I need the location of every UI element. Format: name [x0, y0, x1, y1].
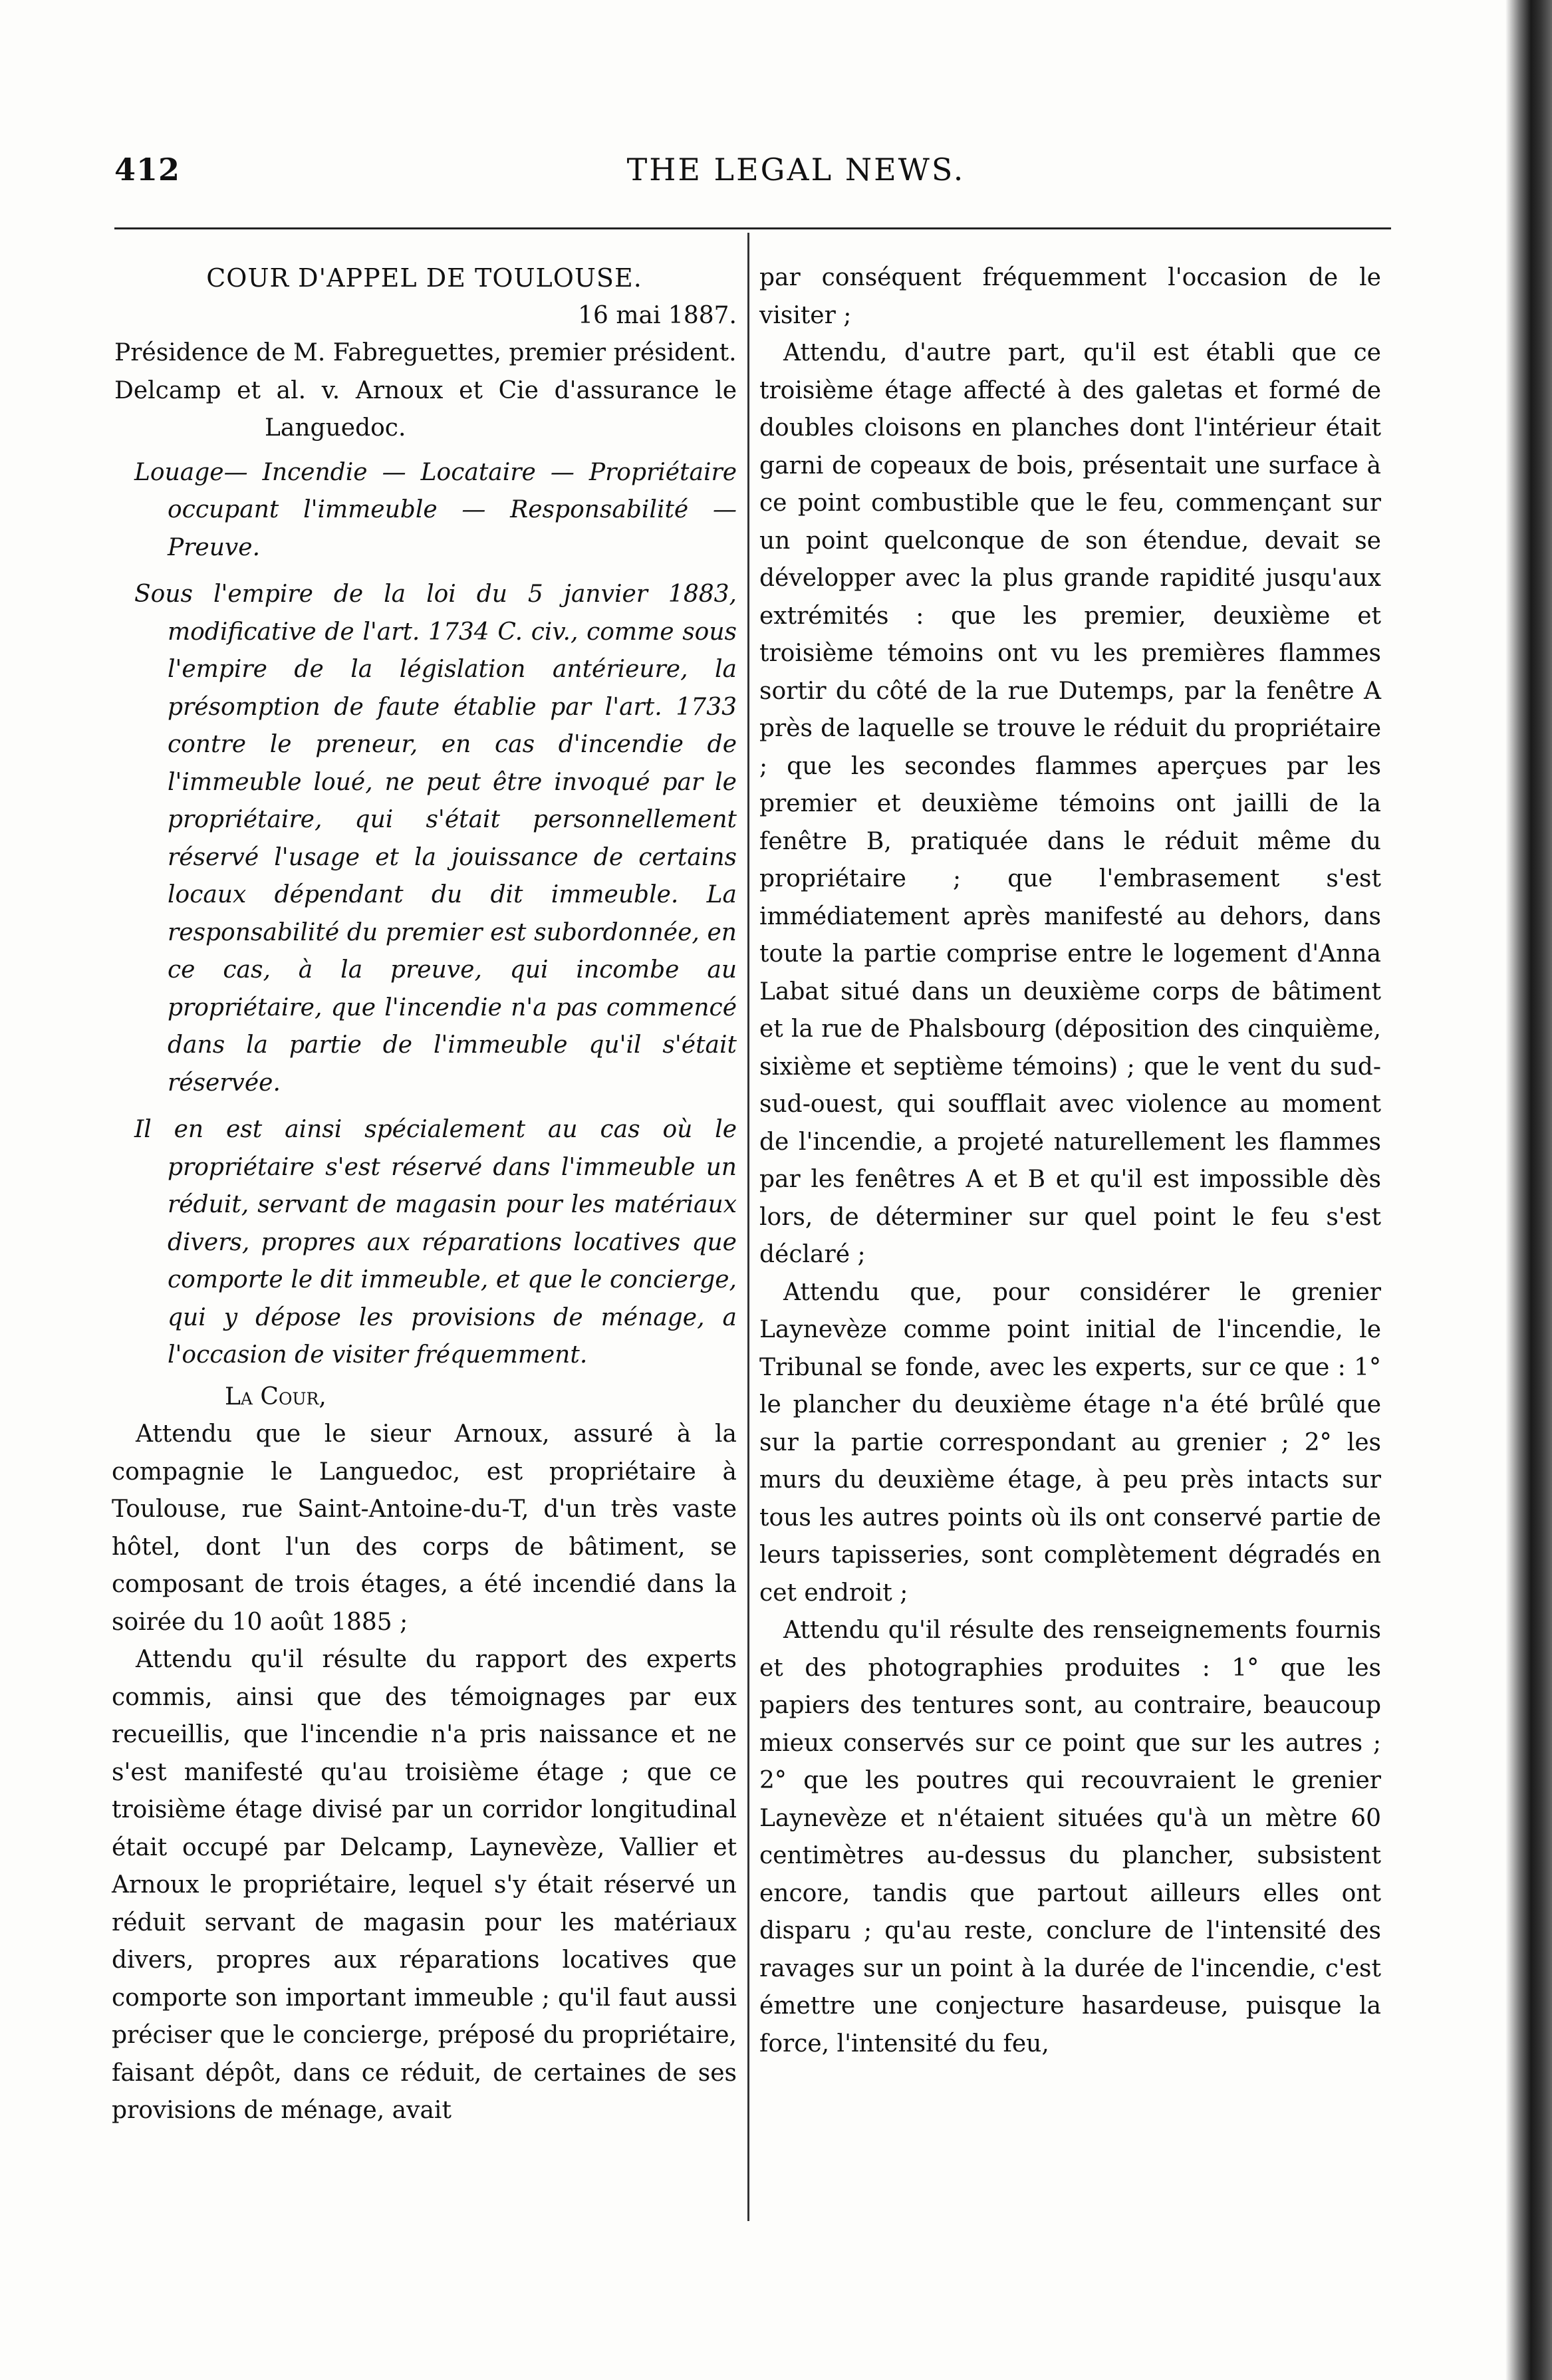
summary-paragraph-1: Sous l'empire de la loi du 5 janvier 1883, modificative de l'art. 1734 C. civ., comme sous l'empire de la législation antérieure, la présomption de faute établie par l'art. 1733 contre le preneur, en cas d'incendie de l'immeuble loué, ne peut être invoqué par le propriétaire, qui s'était personnellement réservé l'usage et la jouissance de certains locaux dépendant du dit immeuble. La responsabilité du premier est subordonnée, en ce cas, à la preuve, qui incombe au propriétaire, que l'incendie n'a pas commencé dans la partie de l'immeuble qu'il s'était réservée.	[134, 581, 737, 1097]
body-paragraph: Attendu qu'il résulte des renseignements fournis et des photographies produites : 1° que les papiers des tentures sont, au contraire, beaucoup mieux conservés sur ce point que sur les autres ; 2° que les poutres qui recouvraient le grenier Laynevèze et n'étaient situées qu'à un mètre 60 centimètres au-dessus du plancher, subsistent encore, tandis que partout ailleurs elles ont disparu ; qu'au reste, conclure de l'intensité des ravages sur un point à la durée de l'incendie, c'est émettre une conjecture hasardeuse, puisque la force, l'intensité du feu,	[759, 1617, 1381, 2057]
summary-paragraph-2: Il en est ainsi spécialement au cas où le propriétaire s'est réservé dans l'immeuble un réduit, servant de magasin pour les matériaux divers, propres aux réparations locatives que comporte le dit immeuble, et que le concierge, qui y dépose les provisions de ménage, a l'occasion de visiter fréquemment.	[134, 1116, 737, 1369]
right-column	[759, 259, 1381, 2063]
court-heading: COUR D'APPEL DE TOULOUSE.	[206, 263, 642, 293]
column-divider	[747, 233, 749, 2221]
body-paragraph: par conséquent fréquemment l'occasion de le visiter ;	[759, 264, 1381, 329]
header-rule	[114, 227, 1391, 229]
page-edge-shadow	[1505, 0, 1552, 2380]
body-paragraph: Attendu que, pour considérer le grenier Laynevèze comme point initial de l'incendie, le Tribunal se fonde, avec les experts, sur ce que : 1° le plancher du deuxième étage n'a été brûlé que sur la partie correspondant au grenier ; 2° les murs du deuxième étage, à peu près intacts sur tous les autres points où ils ont conservé partie de leurs tapisseries, sont complètement dégradés en cet endroit ;	[759, 1278, 1381, 1607]
running-title: THE LEGAL NEWS.	[626, 152, 966, 188]
presidence-line: Présidence de M. Fabreguettes, premier président.	[114, 339, 737, 366]
parties-line: Delcamp et al. v. Arnoux et Cie d'assurance le Languedoc.	[114, 376, 737, 442]
case-rubric: Louage— Incendie — Locataire — Propriétaire occupant l'immeuble — Responsabilité — Preuve.	[134, 458, 737, 561]
la-cour-heading: La Cour,	[225, 1383, 326, 1410]
body-paragraph: Attendu, d'autre part, qu'il est établi que ce troisième étage affecté à des galetas et formé de doubles cloisons en planches dont l'intérieur était garni de copeaux de bois, présentait une surface à ce point combustible que le feu, commençant sur un point quelconque de son étendue, devait se développer avec la plus grande rapidité jusqu'aux extrémités : que les premier, deuxième et troisième témoins ont vu les premières flammes sortir du côté de la rue Dutemps, par la fenêtre A près de laquelle se trouve le réduit du propriétaire ; que les secondes flammes aperçues par les premier et deuxième témoins ont jailli de la fenêtre B, pratiquée dans le réduit même du propriétaire ; que l'embrasement s'est immédiatement après manifesté au dehors, dans toute la partie comprise entre le logement d'Anna Labat situé dans un deuxième corps de bâtiment et la rue de Phalsbourg (déposition des cinquième, sixième et septième témoins) ; que le vent du sud-sud-ouest, qui soufflait avec violence au moment de l'incendie, a projeté naturellement les flammes par les fenêtres A et B et qu'il est impossible dès lors, de déterminer sur quel point le feu s'est déclaré ;	[759, 339, 1381, 1268]
body-paragraph: Attendu que le sieur Arnoux, assuré à la compagnie le Languedoc, est propriétaire à Toulouse, rue Saint-Antoine-du-T, d'un très vaste hôtel, dont l'un des corps de bâtiment, se composant de trois étages, a été incendié dans la soirée du 10 août 1885 ;	[112, 1420, 737, 1636]
left-column	[112, 259, 737, 2130]
page-number: 412	[114, 152, 181, 188]
decision-date: 16 mai 1887.	[578, 301, 737, 329]
body-paragraph: Attendu qu'il résulte du rapport des experts commis, ainsi que des témoignages par eux recueillis, que l'incendie n'a pris naissance et ne s'est manifesté qu'au troisième étage ; que ce troisième étage divisé par un corridor longitudinal était occupé par Delcamp, Laynevèze, Vallier et Arnoux le propriétaire, lequel s'y était réservé un réduit servant de magasin pour les matériaux divers, propres aux réparations locatives que comporte son important immeuble ; qu'il faut aussi préciser que le concierge, préposé du propriétaire, faisant dépôt, dans ce réduit, de certaines de ses provisions de ménage, avait	[112, 1646, 737, 2124]
